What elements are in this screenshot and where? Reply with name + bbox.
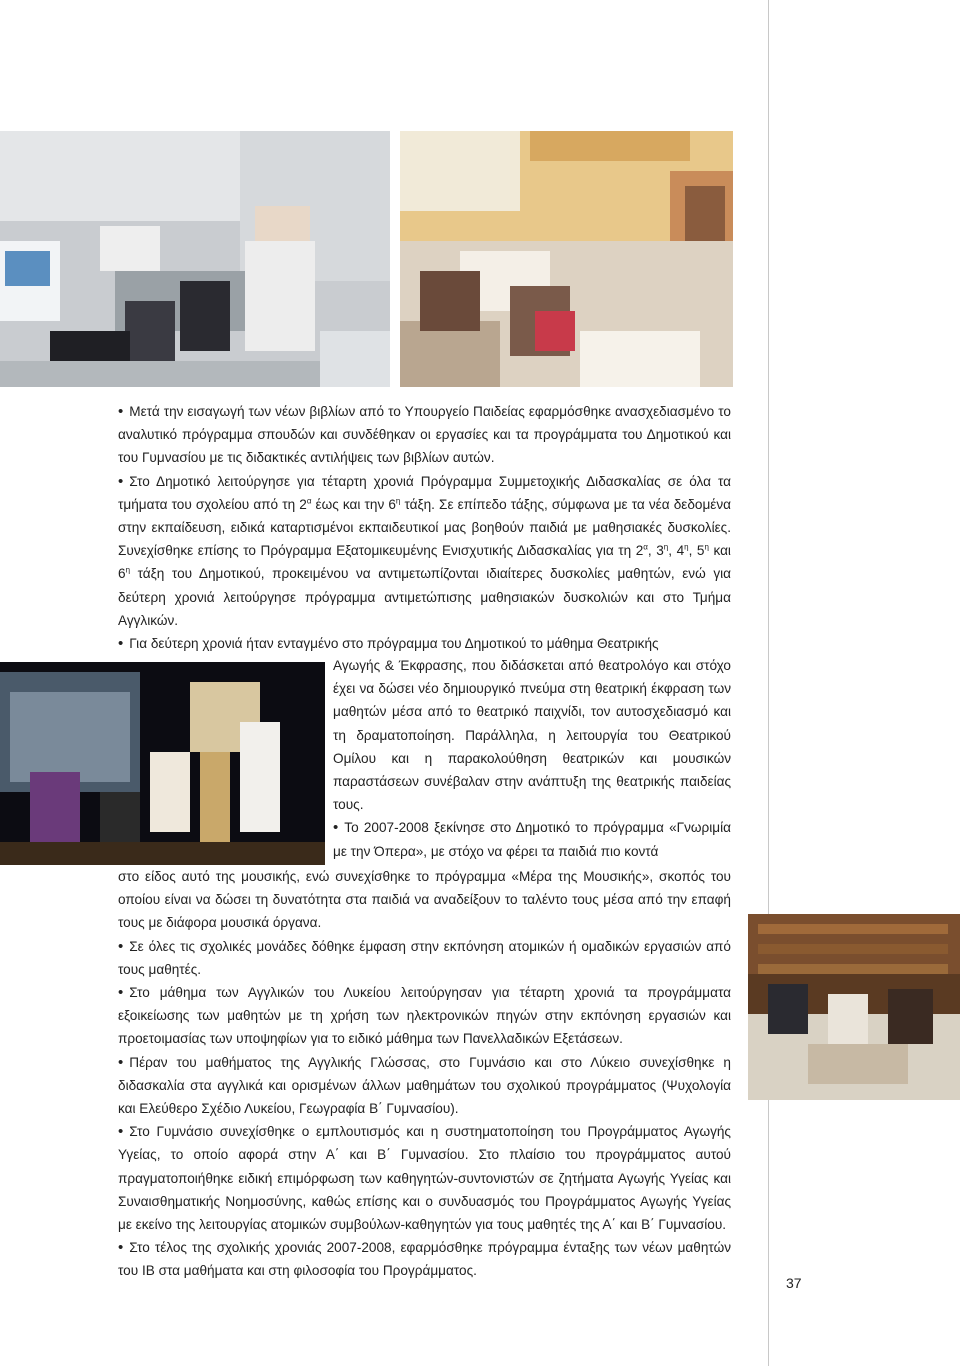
paragraph-projects: • Σε όλες τις σχολικές μονάδες δόθηκε έμφαση στην εκπόνηση ατομικών ή ομαδικών εργασιών από τους μαθητές. <box>118 935 731 981</box>
text-block-theatre <box>333 654 731 863</box>
paragraph-ib-integration: • Στο τέλος της σχολικής χρονιάς 2007-2008, εφαρμόσθηκε πρόγραμμα ένταξης των νέων μαθητών του ΙΒ στα μαθήματα και στη φιλοσοφία του Προγράμματος. <box>118 1236 731 1282</box>
photo-computer-lab <box>0 131 390 387</box>
paragraph-opera: • Το 2007-2008 ξεκίνησε στο Δημοτικό το πρόγραμμα «Γνωριμία με την Όπερα», με στόχο να φέρει τα παιδιά πιο κοντά <box>333 816 731 862</box>
paragraph-opera-rest: στο είδος αυτό της μουσικής, ενώ συνεχίσθηκε το πρόγραμμα «Μέρα της Μουσικής», σκοπός του οποίου είναι να δώσει τη δυνατότητα στα παιδιά να αναδείξουν το ταλέντο τους μέσα από την επαφή τους με διάφορα μουσικά όργανα. <box>118 869 731 931</box>
margin-rule <box>768 0 769 1366</box>
page-number: 37 <box>786 1275 802 1291</box>
paragraph-theatre-line1: • Για δεύτερη χρονιά ήταν ενταγμένο στο πρόγραμμα του Δημοτικού το μάθημα Θεατρικής <box>118 632 731 655</box>
paragraph-participatory-teaching: • Στο Δημοτικό λειτούργησε για τέταρτη χρονιά Πρόγραμμα Συμμετοχικής Διδασκαλίας σε όλα τα τμήματα του σχολείου από τη $2^\alpha$ έως και την $6^\eta$ τάξη. Σε επίπεδο τάξης, σύμφωνα με τα νέα δεδομένα στην εκπαίδευση, ειδικά καταρτισμένοι εκπαιδευτικοί μας βοηθούν παιδιά με μαθησιακές δυσκολίες. Συνεχίσθηκε επίσης το Πρόγραμμα Εξατομικευμένης Ενισχυτικής Διδασκαλίας για τη $2^\alpha$, $3^\eta$, $4^\eta$, $5^\eta$ και $6^\eta$ τάξη του Δημοτικού, προκειμένου να αντιμετωπίζονται ιδιαίτερες δυσκολίες μαθητών, ενώ για δεύτερη χρονιά λειτούργησε πρόγραμμα αντιμετώπισης μαθησιακών δυσκολιών και στο Τμήμα Αγγλικών. <box>118 470 731 632</box>
paragraph-curriculum: • Μετά την εισαγωγή των νέων βιβλίων από το Υπουργείο Παιδείας εφαρμόσθηκε ανασχεδιασμένο το αναλυτικό πρόγραμμα σπουδών και συνδέθηκαν οι εργασίες και τα προγράμματα του Δημοτικού και του Γυμνασίου με τις διδακτικές αντιλήψεις των βιβλίων αυτών. <box>118 400 731 470</box>
paragraph-theatre-rest: Αγωγής & Έκφρασης, που διδάσκεται από θεατρολόγο και στόχο έχει να δώσει νέο δημιουργικό πνεύμα στη θεατρική έκφραση των μαθητών μέσα από το θεατρικό παιχνίδι, τον αυτοσχεδιασμό και τη δραματοποίηση. Παράλληλα, η λειτουργία του Θεατρικού Ομίλου και η παρακολούθηση θεατρικών και μουσικών παραστάσεων συνέβαλαν στην ανάπτυξη της θεατρικής παιδείας τους. <box>333 658 731 813</box>
text-block-top <box>118 400 731 655</box>
photo-classroom <box>400 131 733 387</box>
paragraph-english: • Στο μάθημα των Αγγλικών του Λυκείου λειτούργησαν για τέταρτη χρονιά τα προγράμματα εξοικείωσης των μαθητών με τη χρήση των ηλεκτρονικών πηγών στην εκπόνηση εργασιών και προετοιμασίας των υποψηφίων για το ειδικό μάθημα των Πανελλαδικών Εξετάσεων. <box>118 981 731 1051</box>
paragraph-english-teaching: • Πέραν του μαθήματος της Αγγλικής Γλώσσας, στο Γυμνάσιο και στο Λύκειο συνεχίσθηκε η διδασκαλία στα αγγλικά και ορισμένων άλλων μαθημάτων του σχολικού προγράμματος (Ψυχολογία και Ελεύθερο Σχέδιο Λυκείου, Γεωγραφία Β΄ Γυμνασίου). <box>118 1051 731 1121</box>
text-block-bottom <box>118 865 731 1283</box>
photo-library <box>748 914 960 1100</box>
paragraph-health-education: • Στο Γυμνάσιο συνεχίσθηκε ο εμπλουτισμός και η συστηματοποίηση του Προγράμματος Αγωγής Υγείας, το οποίο αφορά στην Α΄ και Β΄ Γυμνασίου. Στο πλαίσιο του προγράμματος αυτού πραγματοποιήθηκε ειδική επιμόρφωση των καθηγητών-συντονιστών σε ζητήματα Αγωγής Υγείας και Συναισθηματικής Νοημοσύνης, καθώς επίσης και ο συνδυασμός του Προγράμματος Αγωγής Υγείας με εκείνο της λειτουργίας ατομικών συμβούλων-καθηγητών για τους μαθητές της Α΄ και Β΄ Γυμνασίου. <box>118 1120 731 1236</box>
photo-theatre-stage <box>0 662 325 865</box>
